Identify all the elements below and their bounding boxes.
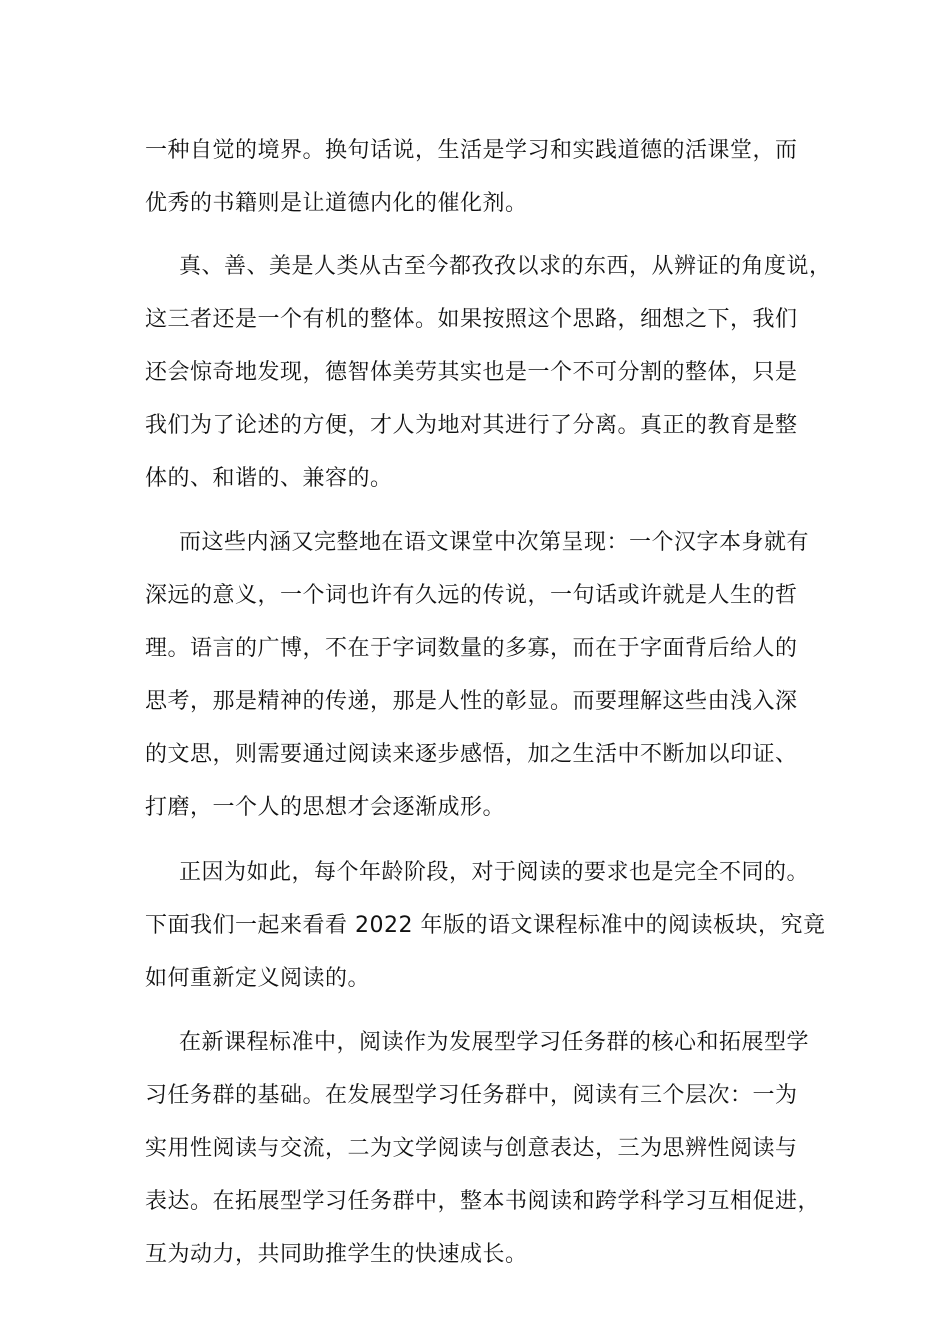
- paragraph-line: 优秀的书籍则是让道德内化的催化剂。: [145, 191, 528, 216]
- paragraph-1: [145, 124, 825, 230]
- paragraph-4: [145, 846, 825, 1005]
- paragraph-line: 下面我们一起来看看 2022 年版的语文课程标准中的阅读板块，究竟: [145, 913, 826, 938]
- paragraph-line: 一种自觉的境界。换句话说，生活是学习和实践道德的活课堂，而: [145, 138, 798, 163]
- paragraph-line: 正因为如此，每个年龄阶段，对于阅读的要求也是完全不同的。: [179, 860, 810, 885]
- paragraph-line: 理。语言的广博，不在于字词数量的多寡，而在于字面背后给人的: [145, 636, 798, 661]
- paragraph-line: 实用性阅读与交流，二为文学阅读与创意表达，三为思辨性阅读与: [145, 1136, 798, 1161]
- paragraph-line: 而这些内涵又完整地在语文课堂中次第呈现：一个汉字本身就有: [179, 530, 810, 555]
- paragraph-line: 互为动力，共同助推学生的快速成长。: [145, 1242, 528, 1267]
- paragraph-line: 思考，那是精神的传递，那是人性的彰显。而要理解这些由浅入深: [145, 689, 798, 714]
- paragraph-5: [145, 1016, 825, 1281]
- paragraph-line: 还会惊奇地发现，德智体美劳其实也是一个不可分割的整体，只是: [145, 360, 798, 385]
- paragraph-line: 习任务群的基础。在发展型学习任务群中，阅读有三个层次：一为: [145, 1083, 798, 1108]
- paragraph-line: 这三者还是一个有机的整体。如果按照这个思路，细想之下，我们: [145, 307, 798, 332]
- paragraph-line: 打磨，一个人的思想才会逐渐成形。: [145, 795, 506, 820]
- paragraph-line: 的文思，则需要通过阅读来逐步感悟，加之生活中不断加以印证、: [145, 742, 798, 767]
- paragraph-line: 体的、和谐的、兼容的。: [145, 466, 393, 491]
- paragraph-3: [145, 516, 825, 834]
- paragraph-line: 真、善、美是人类从古至今都孜孜以求的东西，从辨证的角度说，: [179, 254, 832, 279]
- paragraph-line: 表达。在拓展型学习任务群中，整本书阅读和跨学科学习互相促进，: [145, 1189, 821, 1214]
- paragraph-line: 我们为了论述的方便，才人为地对其进行了分离。真正的教育是整: [145, 413, 798, 438]
- paragraph-line: 深远的意义，一个词也许有久远的传说，一句话或许就是人生的哲: [145, 583, 798, 608]
- paragraph-line: 如何重新定义阅读的。: [145, 966, 371, 991]
- paragraph-2: [145, 240, 832, 505]
- paragraph-line: 在新课程标准中，阅读作为发展型学习任务群的核心和拓展型学: [179, 1030, 810, 1055]
